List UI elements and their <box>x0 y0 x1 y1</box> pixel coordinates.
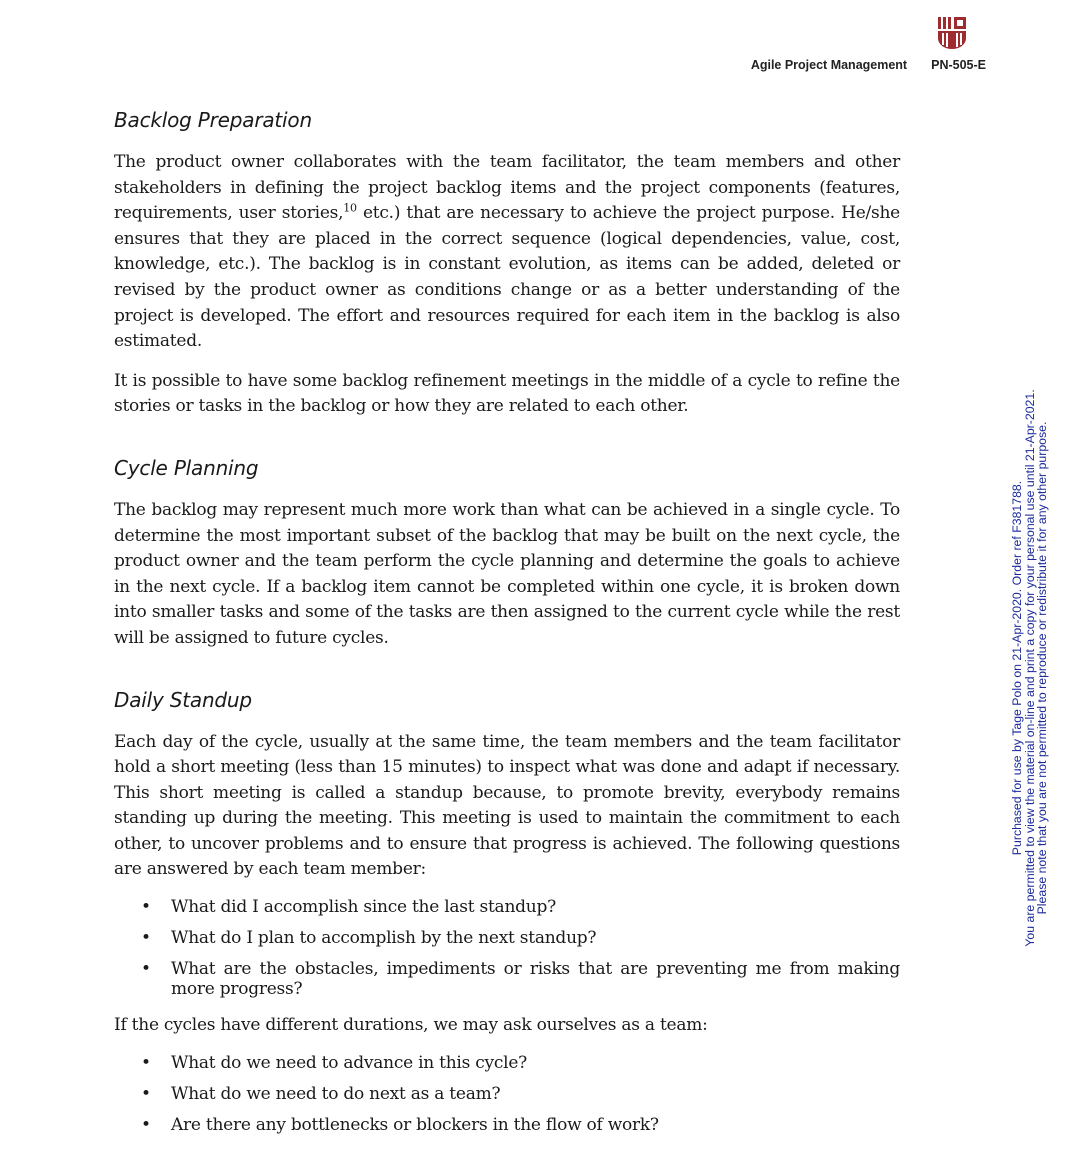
team-questions-list <box>114 1053 900 1135</box>
paragraph: It is possible to have some backlog refinement meetings in the middle of a cycle to refine the stories or tasks in the backlog or how they are related to each other. <box>114 370 900 417</box>
license-watermark <box>1011 382 1049 954</box>
list-item: • What are the obstacles, impediments or risks that are preventing me from making more progress? <box>114 959 900 999</box>
paragraph: Each day of the cycle, usually at the same time, the team members and the team facilitator hold a short meeting (less than 15 minutes) to inspect what was done and adapt if necessary. This short meeting is called a standup because, to promote brevity, everybody remains standing up during the meeting. This meeting is used to maintain the commitment to each other, to uncover problems and to ensure that progress is achieved. The following questions are answered by each team member: <box>114 731 900 880</box>
list-item: • Are there any bottlenecks or blockers in the flow of work? <box>114 1115 900 1135</box>
page-header <box>600 58 986 72</box>
section-cycle-planning <box>114 456 900 652</box>
list-item: • What did I accomplish since the last standup? <box>114 897 900 917</box>
paragraph: If the cycles have different durations, we may ask ourselves as a team: <box>114 1015 708 1036</box>
section-backlog-preparation <box>114 108 900 420</box>
paragraph <box>114 150 900 355</box>
watermark-line: Please note that you are not permitted to reproduce or redistribute it for any other purpose. <box>1035 421 1050 915</box>
footnote-ref: 10 <box>343 201 357 215</box>
section-heading: Backlog Preparation <box>114 108 312 132</box>
paragraph-text: The product owner collaborates with the team facilitator, the team members and other stakeholders in defining the project backlog items and the project components (features, requirements, user stories, <box>114 152 900 224</box>
section-heading: Daily Standup <box>114 687 252 712</box>
watermark-line: You are permitted to view the material on-line and print a copy for your personal use until 21-Apr-2021. <box>1022 389 1037 947</box>
list-item: • What do we need to do next as a team? <box>114 1084 900 1104</box>
section-daily-standup <box>114 688 900 1135</box>
header-title: Agile Project Management <box>750 58 908 72</box>
watermark-line: Purchased for use by Tage Polo on 21-Apr-2020. Order ref F381788. <box>1010 480 1025 856</box>
individual-questions-list <box>114 897 900 999</box>
paragraph: The backlog may represent much more work than what can be achieved in a single cycle. To determine the most important subset of the backlog that may be built on the next cycle, the product owner and the team perform the cycle planning and determine the goals to achieve in the next cycle. If a backlog item cannot be completed within one cycle, it is broken down into smaller tasks and some of the tasks are then assigned to the current cycle while the rest will be assigned to future cycles. <box>114 499 900 648</box>
section-heading: Cycle Planning <box>114 455 259 480</box>
list-item: • What do I plan to accomplish by the next standup? <box>114 928 900 948</box>
iese-shield-logo-icon <box>935 16 969 50</box>
page-body <box>114 108 900 1149</box>
document-code: PN-505-E <box>931 58 986 72</box>
paragraph-text: etc.) that are necessary to achieve the project purpose. He/she ensures that they are placed in the correct sequence (logical dependencies, value, cost, knowledge, etc.). The backlog is in constant evolution, as items can be added, deleted or revised by the product owner as conditions change or as a better understanding of the project is developed. The effort and resources required for each item in the backlog is also estimated. <box>114 203 900 352</box>
list-item: • What do we need to advance in this cycle? <box>114 1053 900 1073</box>
